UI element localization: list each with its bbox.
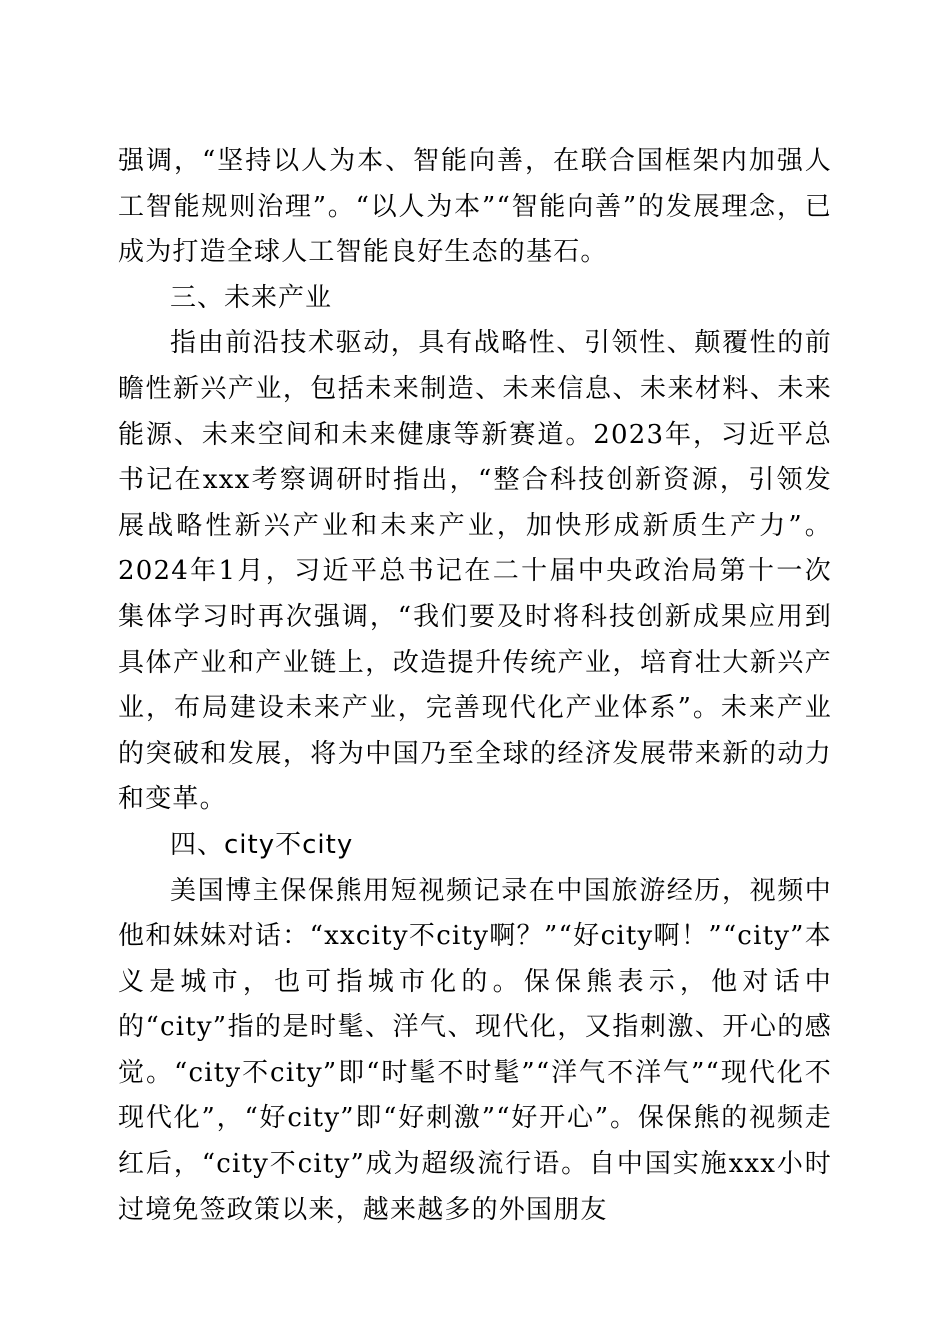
heading-future-industries: 三、未来产业 [170,282,333,313]
heading-city-bu-city: 四、city不city [170,829,354,860]
paragraph-city-bu-city: 美国博主保保熊用短视频记录在中国旅游经历，视频中他和妹妹对话：“xxcity不city啊？”“好city啊！”“city”本义是城市，也可指城市化的。保保熊表示，他对话中的“city”指的是时髦、洋气、现代化，又指刺激、开心的感觉。“city不city”即“时髦不时髦”“洋气不洋气”“现代化不现代化”，“好city”即“好刺激”“好开心”。保保熊的视频走红后，“city不city”成为超级流行语。自中国实施xxx小时过境免签政策以来，越来越多的外国朋友 [118,875,832,1225]
paragraph-ai-governance: 强调，“坚持以人为本、智能向善，在联合国框架内加强人工智能规则治理”。“以人为本”“智能向善”的发展理念，已成为打造全球人工智能良好生态的基石。 [118,146,832,268]
document-body [118,139,832,1233]
paragraph-future-industries: 指由前沿技术驱动，具有战略性、引领性、颠覆性的前瞻性新兴产业，包括未来制造、未来信息、未来材料、未来能源、未来空间和未来健康等新赛道。2023年，习近平总书记在xxx考察调研时指出，“整合科技创新资源，引领发展战略性新兴产业和未来产业，加快形成新质生产力”。2024年1月，习近平总书记在二十届中央政治局第十一次集体学习时再次强调，“我们要及时将科技创新成果应用到具体产业和产业链上，改造提升传统产业，培育壮大新兴产业，布局建设未来产业，完善现代化产业体系”。未来产业的突破和发展，将为中国乃至全球的经济发展带来新的动力和变革。 [118,328,832,815]
